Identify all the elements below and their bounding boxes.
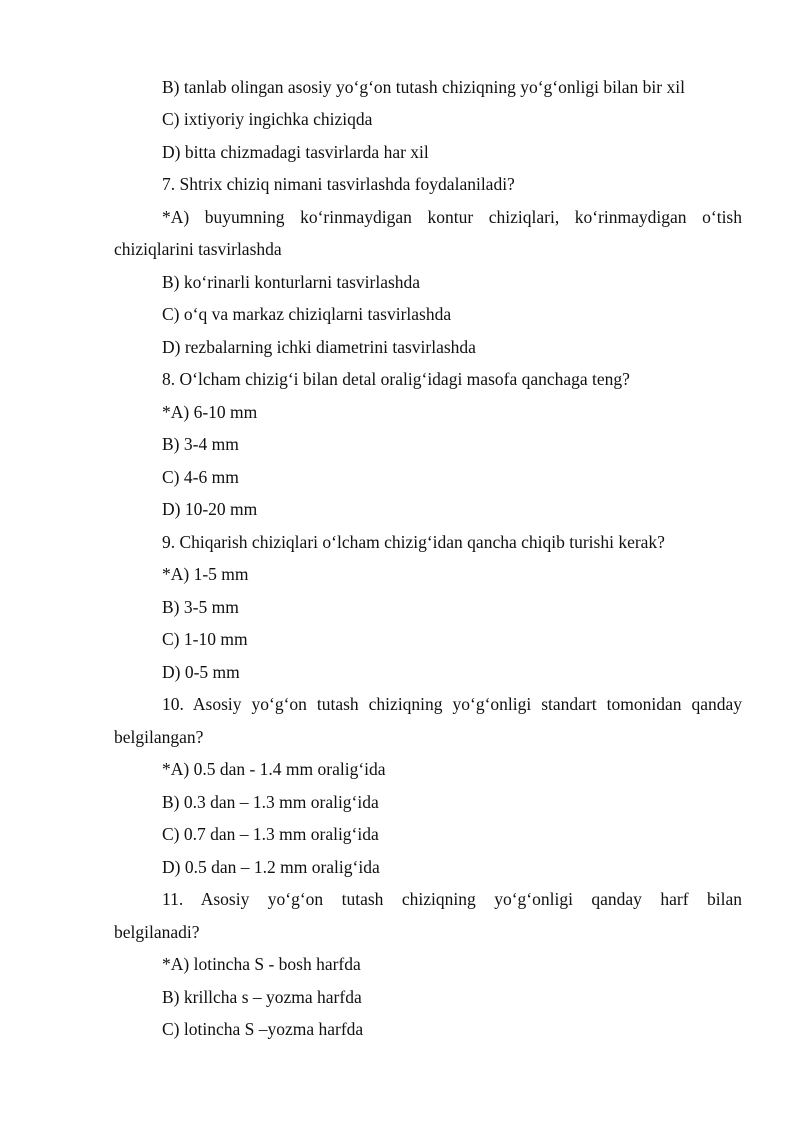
answer-option: B) ko‘rinarli konturlarni tasvirlashda <box>162 272 421 292</box>
answer-option: D) bitta chizmadagi tasvirlarda har xil <box>162 142 429 162</box>
answer-option-correct: *A) 1-5 mm <box>162 564 249 584</box>
answer-option-correct: *A) lotincha S - bosh harfda <box>162 954 361 974</box>
question-9: 9. Chiqarish chiziqlari o‘lcham chizig‘idan qancha chiqib turishi kerak? <box>162 532 665 552</box>
question-11: 11. Asosiy yo‘g‘on tutash chiziqning yo‘g‘onligi qanday harf bilan <box>162 889 742 909</box>
question-11-continuation: belgilanadi? <box>114 922 200 942</box>
answer-option: D) 0-5 mm <box>162 662 240 682</box>
question-7: 7. Shtrix chiziq nimani tasvirlashda foydalaniladi? <box>162 174 515 194</box>
answer-option: C) o‘q va markaz chiziqlarni tasvirlashda <box>162 304 452 324</box>
answer-option: D) rezbalarning ichki diametrini tasvirlashda <box>162 337 476 357</box>
answer-option: C) 4-6 mm <box>162 467 239 487</box>
answer-option: D) 10-20 mm <box>162 499 258 519</box>
answer-option: C) ixtiyoriy ingichka chiziqda <box>162 109 373 129</box>
answer-option: C) lotincha S –yozma harfda <box>162 1019 364 1039</box>
answer-option-correct: *A) 0.5 dan - 1.4 mm oralig‘ida <box>162 759 386 779</box>
answer-option-continuation: chiziqlarini tasvirlashda <box>114 239 282 259</box>
question-8: 8. O‘lcham chizig‘i bilan detal oralig‘idagi masofa qanchaga teng? <box>162 369 630 389</box>
answer-option: D) 0.5 dan – 1.2 mm oralig‘ida <box>162 857 380 877</box>
answer-option: B) 3-4 mm <box>162 434 239 454</box>
answer-option: B) krillcha s – yozma harfda <box>162 987 362 1007</box>
answer-option-correct: *A) 6-10 mm <box>162 402 258 422</box>
question-10-continuation: belgilangan? <box>114 727 204 747</box>
answer-option: B) 0.3 dan – 1.3 mm oralig‘ida <box>162 792 379 812</box>
answer-option: C) 1-10 mm <box>162 629 248 649</box>
question-10: 10. Asosiy yo‘g‘on tutash chiziqning yo‘g‘onligi standart tomonidan qanday <box>162 694 742 714</box>
answer-option-correct: *A) buyumning ko‘rinmaydigan kontur chiziqlari, ko‘rinmaydigan o‘tish <box>162 207 742 227</box>
answer-option: B) tanlab olingan asosiy yo‘g‘on tutash chiziqning yo‘g‘onligi bilan bir xil <box>162 77 685 97</box>
answer-option: C) 0.7 dan – 1.3 mm oralig‘ida <box>162 824 379 844</box>
answer-option: B) 3-5 mm <box>162 597 239 617</box>
